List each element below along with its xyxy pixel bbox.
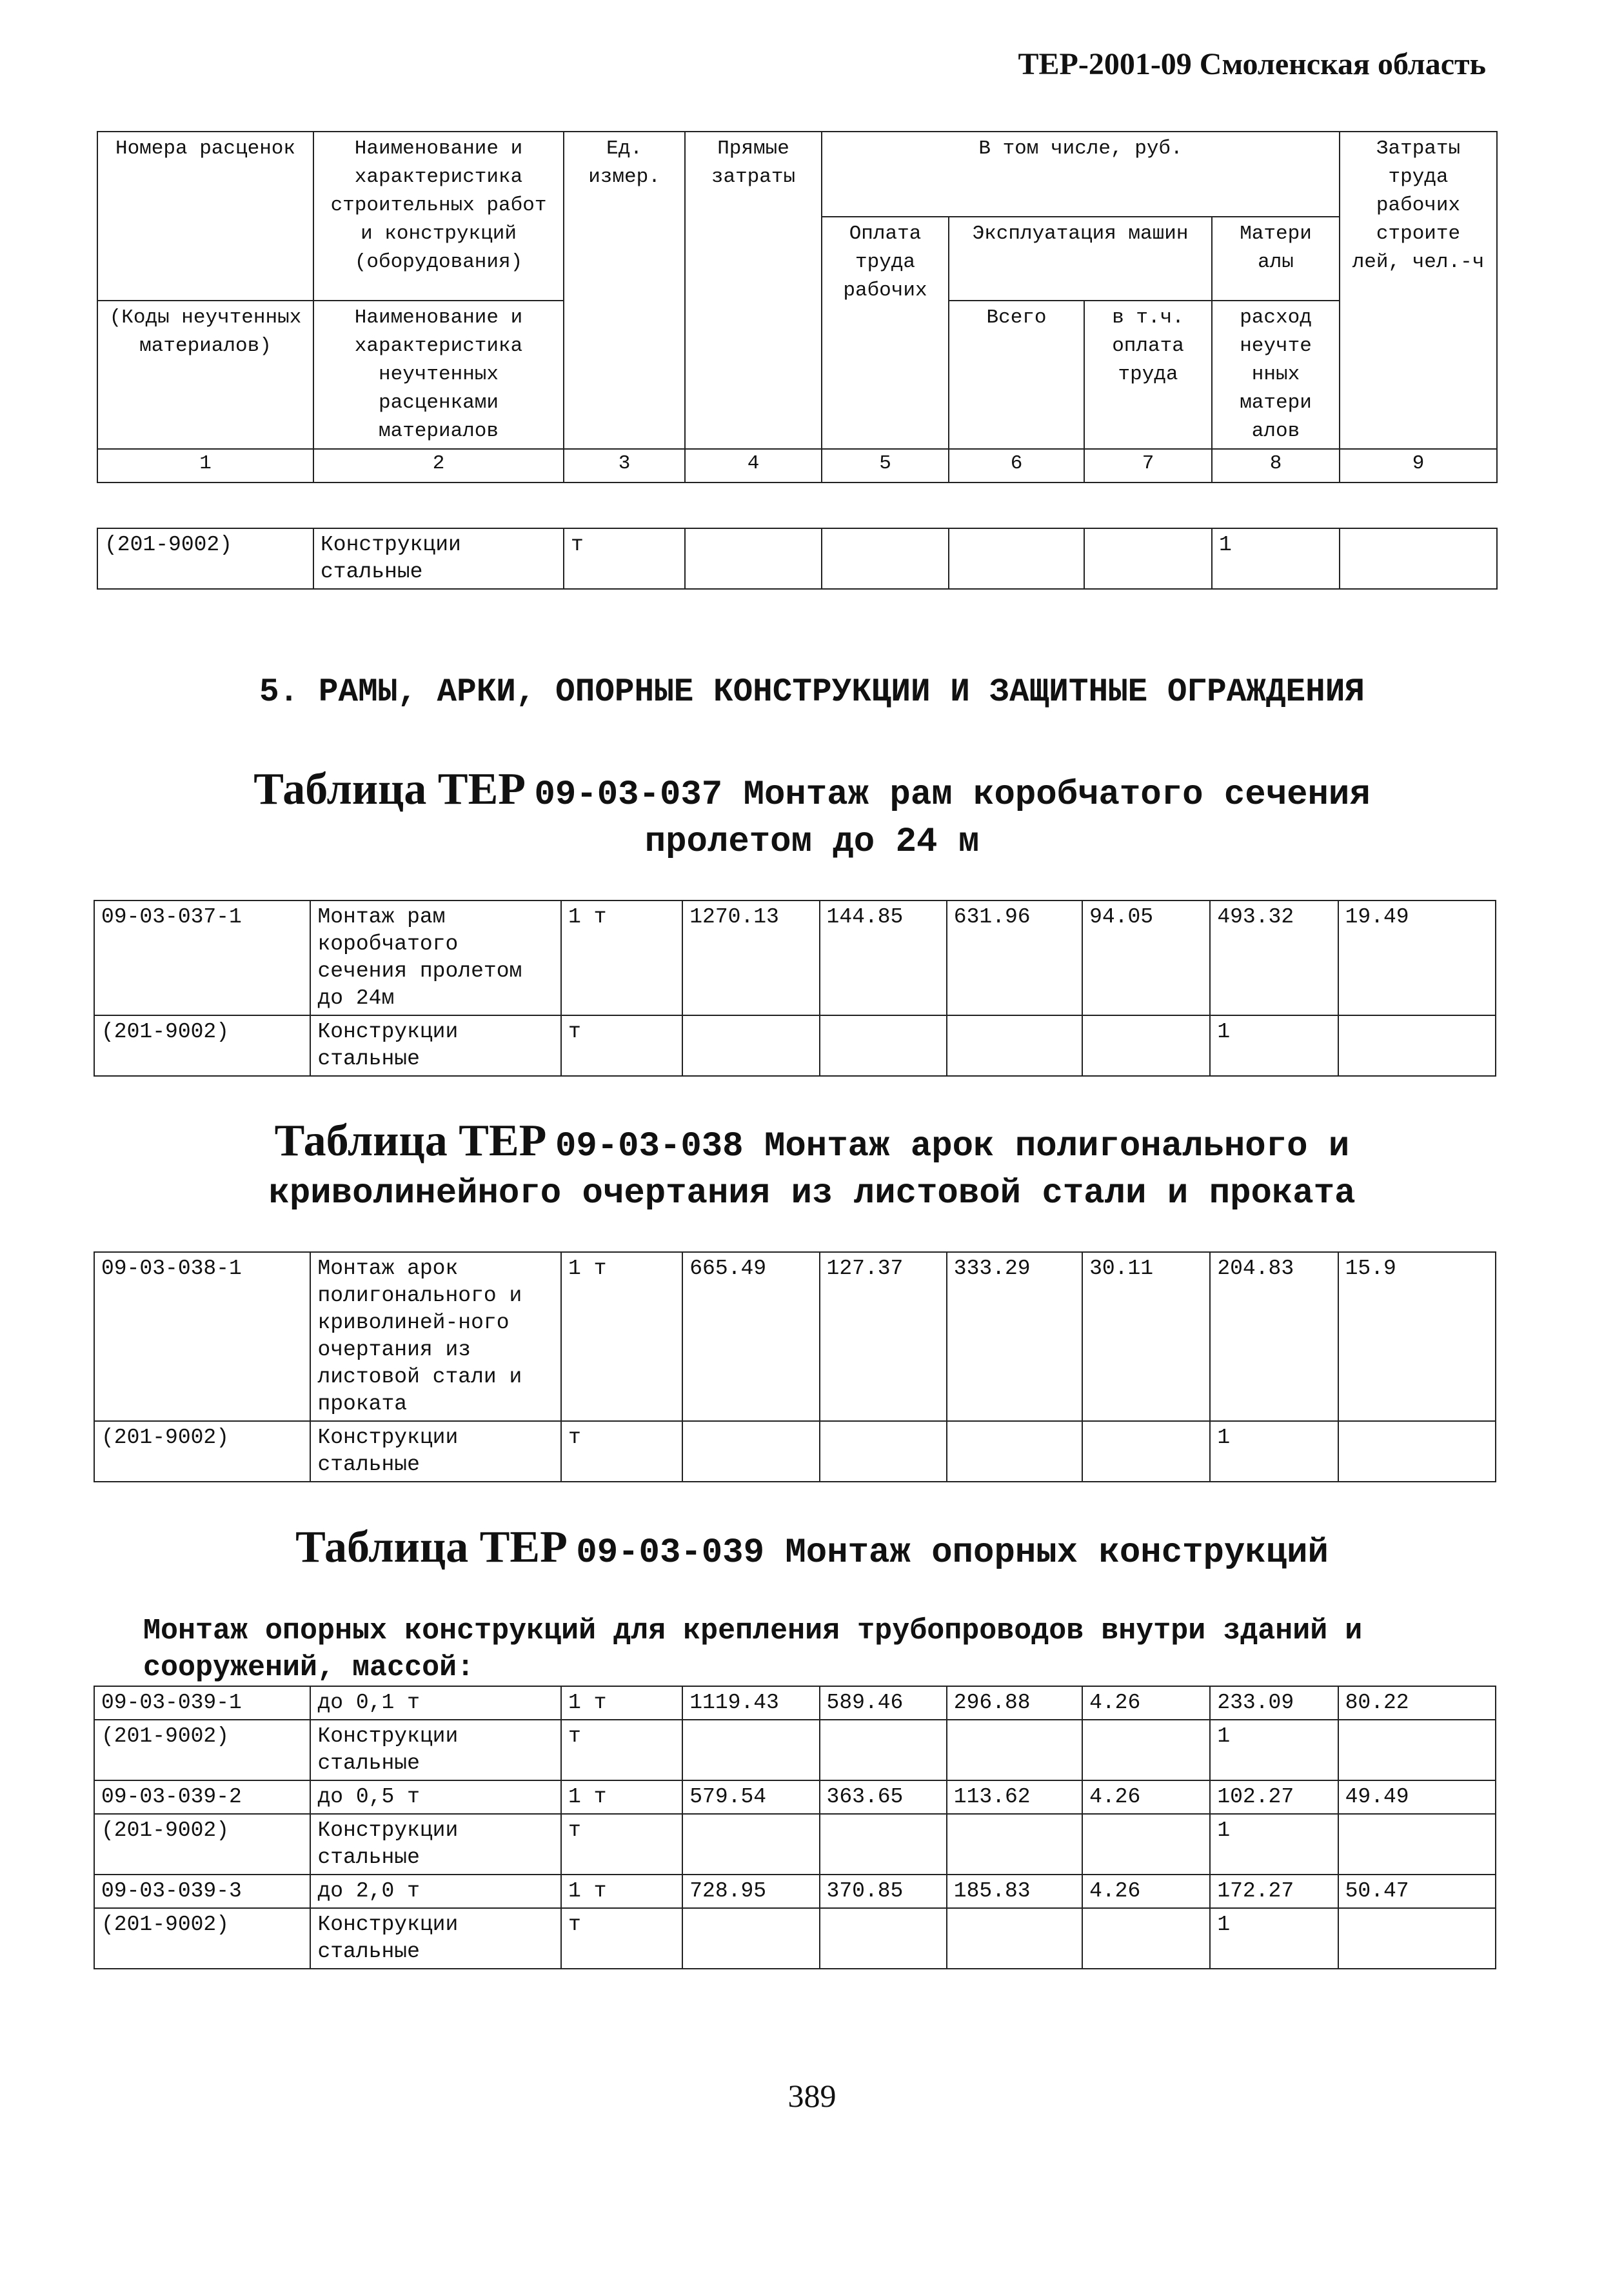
cell-labor-pay bbox=[822, 528, 949, 589]
cell-direct: 665.49 bbox=[682, 1252, 819, 1421]
cell-code: 09-03-037-1 bbox=[94, 901, 310, 1015]
table-row bbox=[94, 1875, 1496, 1908]
cell-materials: 1 bbox=[1210, 1908, 1338, 1969]
cell-mach-total bbox=[947, 1015, 1082, 1076]
table-038-caption bbox=[0, 1116, 1624, 1216]
cell-unit: т bbox=[561, 1015, 682, 1076]
cell-materials: 1 bbox=[1210, 1015, 1338, 1076]
cell-labor-hours bbox=[1338, 1908, 1496, 1969]
section-title: 5. РАМЫ, АРКИ, ОПОРНЫЕ КОНСТРУКЦИИ И ЗАЩИТНЫЕ ОГРАЖДЕНИЯ bbox=[259, 674, 1365, 711]
cell-labor-hours: 15.9 bbox=[1338, 1252, 1496, 1421]
cell-unit: т bbox=[564, 528, 685, 589]
cell-labor-pay: 127.37 bbox=[820, 1252, 947, 1421]
cell-code: (201-9002) bbox=[94, 1015, 310, 1076]
cell-unit: 1 т bbox=[561, 901, 682, 1015]
cell-labor-hours: 50.47 bbox=[1338, 1875, 1496, 1908]
cell-unit: 1 т bbox=[561, 1686, 682, 1720]
cell-direct: 1119.43 bbox=[682, 1686, 819, 1720]
cell-name: Монтаж рам коробчатого сечения пролетом до 24м bbox=[310, 901, 561, 1015]
header-materials: Матери алы bbox=[1212, 217, 1340, 301]
header-including: В том числе, руб. bbox=[822, 132, 1340, 217]
cell-labor-pay bbox=[820, 1814, 947, 1875]
cell-mach-total bbox=[947, 1421, 1082, 1482]
cell-mach-labor: 94.05 bbox=[1082, 901, 1210, 1015]
cell-labor-hours bbox=[1340, 528, 1497, 589]
cell-code: 09-03-039-3 bbox=[94, 1875, 310, 1908]
cell-mach-labor: 4.26 bbox=[1082, 1875, 1210, 1908]
table-row bbox=[94, 1908, 1496, 1969]
table-row bbox=[94, 1015, 1496, 1076]
cell-materials: 172.27 bbox=[1210, 1875, 1338, 1908]
cell-unit: т bbox=[561, 1908, 682, 1969]
cell-labor-hours: 80.22 bbox=[1338, 1686, 1496, 1720]
cell-direct bbox=[682, 1421, 819, 1482]
cell-name: до 0,1 т bbox=[310, 1686, 561, 1720]
cell-code: 09-03-039-2 bbox=[94, 1780, 310, 1814]
header-unaccounted-name: Наименование и характеристика неучтенных расценками материалов bbox=[313, 301, 564, 449]
table-038 bbox=[94, 1251, 1496, 1482]
header-number: 8 bbox=[1212, 449, 1340, 483]
cell-mach-total: 631.96 bbox=[947, 901, 1082, 1015]
cell-labor-pay bbox=[820, 1015, 947, 1076]
header-machines: Эксплуатация машин bbox=[949, 217, 1212, 301]
table-037 bbox=[94, 900, 1496, 1077]
header-labor-hours: Затраты труда рабочих строите лей, чел.-ч bbox=[1340, 132, 1497, 449]
table-037-caption-line1: 09-03-037 Монтаж рам коробчатого сечения bbox=[534, 775, 1371, 815]
cell-labor-hours bbox=[1338, 1814, 1496, 1875]
header-code: Номера расценок bbox=[97, 132, 313, 301]
cell-labor-pay: 589.46 bbox=[820, 1686, 947, 1720]
table-039 bbox=[94, 1686, 1496, 1969]
table-039-caption bbox=[0, 1522, 1624, 1575]
header-number: 9 bbox=[1340, 449, 1497, 483]
cell-labor-hours bbox=[1338, 1720, 1496, 1780]
cell-mach-labor bbox=[1084, 528, 1212, 589]
column-header-table bbox=[97, 131, 1498, 483]
cell-mach-labor bbox=[1082, 1720, 1210, 1780]
cell-mach-labor bbox=[1082, 1015, 1210, 1076]
cell-name: Конструкции стальные bbox=[310, 1015, 561, 1076]
table-037-caption bbox=[0, 764, 1624, 864]
cell-materials: 493.32 bbox=[1210, 901, 1338, 1015]
header-direct-costs: Прямые затраты bbox=[685, 132, 822, 449]
cell-labor-hours bbox=[1338, 1421, 1496, 1482]
cell-mach-total: 333.29 bbox=[947, 1252, 1082, 1421]
cell-name: Конструкции стальные bbox=[310, 1814, 561, 1875]
cell-materials: 1 bbox=[1210, 1421, 1338, 1482]
cell-mach-labor bbox=[1082, 1814, 1210, 1875]
cell-direct bbox=[682, 1814, 819, 1875]
header-unaccounted-usage: расход неучте нных матери алов bbox=[1212, 301, 1340, 449]
cell-code: (201-9002) bbox=[94, 1908, 310, 1969]
cell-labor-pay bbox=[820, 1908, 947, 1969]
header-number: 2 bbox=[313, 449, 564, 483]
cell-labor-hours bbox=[1338, 1015, 1496, 1076]
table-row bbox=[94, 1421, 1496, 1482]
header-unit: Ед. измер. bbox=[564, 132, 685, 449]
header-number: 5 bbox=[822, 449, 949, 483]
table-039-caption-lead: Таблица ТЕР bbox=[295, 1522, 568, 1572]
page-number: 389 bbox=[787, 2078, 837, 2114]
cell-mach-total bbox=[949, 528, 1084, 589]
cell-labor-pay: 144.85 bbox=[820, 901, 947, 1015]
cell-mach-labor bbox=[1082, 1908, 1210, 1969]
cell-unit: 1 т bbox=[561, 1252, 682, 1421]
cell-name: до 2,0 т bbox=[310, 1875, 561, 1908]
table-038-caption-line1: 09-03-038 Монтаж арок полигонального и bbox=[555, 1127, 1350, 1166]
cell-labor-hours: 19.49 bbox=[1338, 901, 1496, 1015]
cell-materials: 102.27 bbox=[1210, 1780, 1338, 1814]
cell-unit: 1 т bbox=[561, 1780, 682, 1814]
header-number: 3 bbox=[564, 449, 685, 483]
table-row bbox=[94, 1720, 1496, 1780]
cell-mach-labor: 4.26 bbox=[1082, 1686, 1210, 1720]
cell-unit: т bbox=[561, 1421, 682, 1482]
cell-code: (201-9002) bbox=[94, 1421, 310, 1482]
table-038-caption-line2: криволинейного очертания из листовой стали и проката bbox=[268, 1174, 1356, 1213]
header-name: Наименование и характеристика строительных работ и конструкций (оборудования) bbox=[313, 132, 564, 301]
table-row bbox=[94, 1252, 1496, 1421]
header-number: 4 bbox=[685, 449, 822, 483]
cell-code: 09-03-038-1 bbox=[94, 1252, 310, 1421]
cell-direct bbox=[682, 1015, 819, 1076]
cell-direct bbox=[685, 528, 822, 589]
cell-mach-labor: 4.26 bbox=[1082, 1780, 1210, 1814]
cell-mach-total: 296.88 bbox=[947, 1686, 1082, 1720]
header-machines-total: Всего bbox=[949, 301, 1084, 449]
cell-labor-pay: 363.65 bbox=[820, 1780, 947, 1814]
cell-code: 09-03-039-1 bbox=[94, 1686, 310, 1720]
cell-mach-labor bbox=[1082, 1421, 1210, 1482]
running-header: ТЕР-2001-09 Смоленская область bbox=[1018, 47, 1486, 81]
cell-materials: 204.83 bbox=[1210, 1252, 1338, 1421]
table-row bbox=[94, 1814, 1496, 1875]
cell-labor-pay bbox=[820, 1421, 947, 1482]
cell-direct bbox=[682, 1908, 819, 1969]
cell-unit: т bbox=[561, 1814, 682, 1875]
cell-code: (201-9002) bbox=[94, 1720, 310, 1780]
cell-mach-total bbox=[947, 1720, 1082, 1780]
table-037-caption-lead: Таблица ТЕР bbox=[253, 764, 526, 814]
cell-name: Конструкции стальные bbox=[313, 528, 564, 589]
cell-labor-pay: 370.85 bbox=[820, 1875, 947, 1908]
table-037-caption-line2: пролетом до 24 м bbox=[644, 822, 980, 862]
table-row bbox=[94, 1686, 1496, 1720]
cell-mach-labor: 30.11 bbox=[1082, 1252, 1210, 1421]
table-039-subcaption: Монтаж опорных конструкций для крепления трубопроводов внутри зданий и сооружений, массой: bbox=[143, 1615, 1363, 1684]
cell-name: Конструкции стальные bbox=[310, 1908, 561, 1969]
header-labor-pay: Оплата труда рабочих bbox=[822, 217, 949, 449]
cell-unit: 1 т bbox=[561, 1875, 682, 1908]
header-unaccounted-codes: (Коды неучтенных материалов) bbox=[97, 301, 313, 449]
table-row bbox=[94, 1780, 1496, 1814]
cell-mach-total: 113.62 bbox=[947, 1780, 1082, 1814]
cell-labor-hours: 49.49 bbox=[1338, 1780, 1496, 1814]
header-number: 7 bbox=[1084, 449, 1212, 483]
cell-name: Конструкции стальные bbox=[310, 1720, 561, 1780]
cell-direct: 579.54 bbox=[682, 1780, 819, 1814]
cell-direct: 728.95 bbox=[682, 1875, 819, 1908]
cell-mach-total: 185.83 bbox=[947, 1875, 1082, 1908]
table-038-caption-lead: Таблица ТЕР bbox=[274, 1116, 547, 1166]
cell-materials: 1 bbox=[1212, 528, 1340, 589]
cell-name: Монтаж арок полигонального и криволиней-ного очертания из листовой стали и проката bbox=[310, 1252, 561, 1421]
cell-code: (201-9002) bbox=[94, 1814, 310, 1875]
cell-materials: 1 bbox=[1210, 1720, 1338, 1780]
cell-direct bbox=[682, 1720, 819, 1780]
cell-name: до 0,5 т bbox=[310, 1780, 561, 1814]
cell-mach-total bbox=[947, 1814, 1082, 1875]
table-row bbox=[97, 528, 1497, 589]
cell-mach-total bbox=[947, 1908, 1082, 1969]
cell-materials: 1 bbox=[1210, 1814, 1338, 1875]
header-number: 6 bbox=[949, 449, 1084, 483]
cell-materials: 233.09 bbox=[1210, 1686, 1338, 1720]
carryover-table bbox=[97, 528, 1498, 590]
cell-name: Конструкции стальные bbox=[310, 1421, 561, 1482]
table-039-caption-line1: 09-03-039 Монтаж опорных конструкций bbox=[576, 1533, 1329, 1573]
header-number: 1 bbox=[97, 449, 313, 483]
cell-code: (201-9002) bbox=[97, 528, 313, 589]
cell-labor-pay bbox=[820, 1720, 947, 1780]
header-machines-labor: в т.ч. оплата труда bbox=[1084, 301, 1212, 449]
cell-unit: т bbox=[561, 1720, 682, 1780]
table-row bbox=[94, 901, 1496, 1015]
cell-direct: 1270.13 bbox=[682, 901, 819, 1015]
